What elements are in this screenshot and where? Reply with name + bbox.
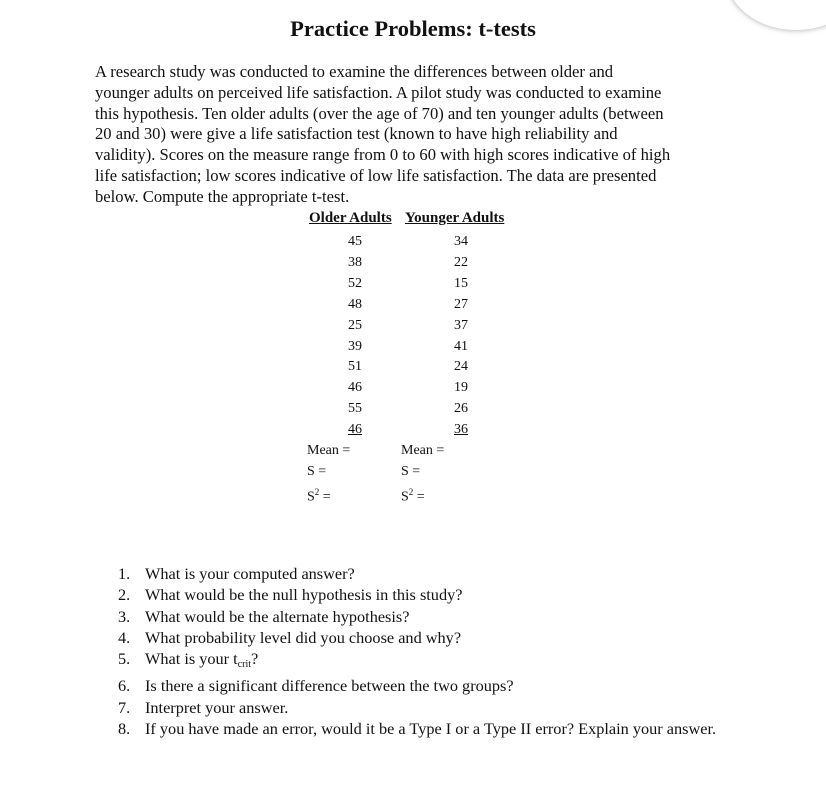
question-number: 6. [118,676,131,696]
question-text: What would be the alternate hypothesis? [145,606,410,626]
question-number: 8. [118,719,131,739]
score-cell: 41 [454,338,468,354]
question-item [118,584,738,605]
question-item [118,675,738,696]
question-number: 4. [118,627,131,647]
variance-base: S [401,489,409,505]
question-text: What is your t [145,649,238,669]
question-text: Interpret your answer. [145,697,289,717]
question-text: Is there a significant difference between the two groups? [145,676,514,696]
question-number: 7. [118,697,131,717]
score-cell: 25 [348,317,362,333]
variance-equals: = [319,489,331,505]
score-cell: 22 [454,254,468,270]
question-number: 2. [118,585,131,605]
intro-line: below. Compute the appropriate t-test. [95,186,350,206]
variance-label [307,482,350,508]
intro-line: this hypothesis. Ten older adults (over the age of 70) and ten younger adults (between [95,103,664,123]
older-adults-header: Older Adults [309,210,392,226]
variance-label [401,482,444,508]
question-text-wrap [145,648,738,675]
question-text: What is your computed answer? [145,564,355,583]
score-cell: 19 [454,380,468,396]
score-cell: 26 [454,401,468,417]
older-stats [307,440,350,508]
question-list [118,563,738,739]
sd-label: S = [401,464,421,479]
score-cell: 24 [454,359,468,375]
score-cell: 52 [348,275,362,291]
question-item [118,697,738,718]
question-text: If you have made an error, would it be a Type I or a Type II error? Explain your answer. [145,719,717,739]
score-cell: 48 [348,296,362,312]
variance-equals: = [413,489,425,505]
intro-line: life satisfaction; low scores indicative of low life satisfaction. The data are presented [95,165,657,185]
score-cell: 38 [348,254,362,270]
sd-label: S = [307,464,327,479]
intro-line: 20 and 30) were give a life satisfaction test (known to have high reliability and [95,124,618,144]
question-item [118,648,738,675]
page-title: Practice Problems: t-tests [290,16,536,41]
question-mark: ? [251,649,259,669]
score-cell: 27 [454,296,468,312]
problem-description [95,62,745,208]
score-cell: 46 [348,380,362,396]
score-cell: 37 [454,317,468,333]
t-crit-subscript: crit [237,659,252,671]
mean-label: Mean = [307,443,351,458]
intro-line: A research study was conducted to examine the differences between older and [95,62,614,81]
question-item [118,606,738,627]
question-text: What would be the null hypothesis in this study? [145,585,463,605]
variance-base: S [307,489,315,505]
younger-stats [401,440,444,508]
score-cell: 55 [348,401,362,417]
question-text: What probability level did you choose and why? [145,627,462,647]
question-number: 1. [118,564,131,583]
score-cell: 15 [454,275,468,291]
intro-line: younger adults on perceived life satisfaction. A pilot study was conducted to examine [95,82,662,102]
score-cell: 51 [348,359,362,375]
score-cell: 39 [348,338,362,354]
younger-adults-header: Younger Adults [405,210,505,226]
younger-adults-scores [428,232,468,441]
variance-exponent: 2 [408,487,414,497]
intro-line: validity). Scores on the measure range from 0 to 60 with high scores indicative of high [95,145,671,165]
mean-label: Mean = [401,443,445,458]
score-cell: 34 [454,234,468,249]
score-cell: 45 [348,234,362,249]
question-item [118,718,738,739]
score-cell: 36 [454,422,468,438]
variance-exponent: 2 [314,487,320,497]
question-item [118,563,738,584]
older-adults-scores [322,232,362,441]
question-number: 3. [118,606,131,626]
question-item [118,627,738,648]
question-number: 5. [118,649,131,669]
score-cell: 46 [348,422,362,438]
